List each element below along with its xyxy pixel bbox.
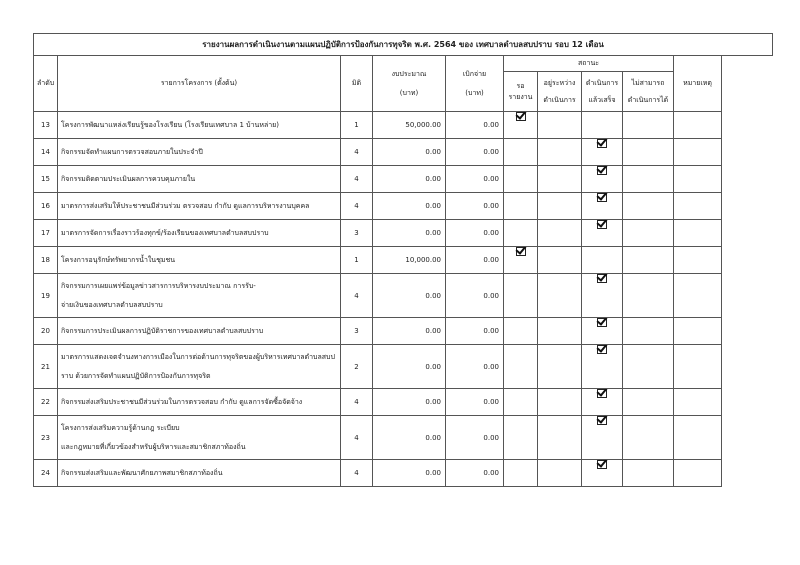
row-project [58,318,341,345]
row-remark [674,416,722,460]
row-status-cell [623,193,674,220]
row-dimension: 2 [341,345,373,389]
row-dimension: 4 [341,193,373,220]
report-sheet [33,33,772,487]
row-project-line: จ่ายเงินของเทศบาลตำบลสบปราบ [61,300,163,309]
checkbox-checked-icon [597,318,607,327]
row-project [58,193,341,220]
row-status-cell [582,193,623,220]
header-status-col-line: ดำเนินการ [543,95,576,104]
row-remark [674,345,722,389]
row-no: 14 [34,139,58,166]
row-budget: 0.00 [373,318,446,345]
row-status-cell [623,247,674,274]
row-project [58,112,341,139]
row-project-line: โครงการอนุรักษ์ทรัพยากรน้ำในชุมชน [61,255,175,264]
header-status: สถานะ [504,56,674,72]
row-status-cell [504,389,538,416]
row-status-cell [538,416,582,460]
row-status-cell [582,345,623,389]
row-spent: 0.00 [446,274,504,318]
row-dimension: 1 [341,247,373,274]
row-spent: 0.00 [446,220,504,247]
row-status-cell [504,274,538,318]
row-project-line: กิจกรรมการประเมินผลการปฏิบัติราชการของเทศบาลตำบลสบปราบ [61,326,264,335]
row-budget: 0.00 [373,389,446,416]
header-status-col-line: อยู่ระหว่าง [543,78,576,87]
row-remark [674,112,722,139]
checkbox-checked-icon [597,345,607,354]
row-dimension: 4 [341,389,373,416]
report-table [33,33,773,487]
row-status-cell [623,416,674,460]
row-no: 23 [34,416,58,460]
row-status-cell [504,416,538,460]
row-status-cell [538,318,582,345]
row-project [58,345,341,389]
row-status-cell [582,389,623,416]
table-row [34,193,773,220]
row-remark [674,139,722,166]
checkbox-checked-icon [516,247,526,256]
checkbox-checked-icon [597,220,607,229]
row-status-cell [504,247,538,274]
row-remark [674,460,722,487]
row-remark [674,318,722,345]
checkbox-checked-icon [597,193,607,202]
row-status-cell [582,318,623,345]
row-project [58,166,341,193]
row-dimension: 4 [341,166,373,193]
row-budget: 0.00 [373,166,446,193]
checkbox-checked-icon [597,460,607,469]
header-status-col-2 [582,72,623,112]
header-spent-label: เบิกจ่าย [462,69,487,78]
header-budget-label: งบประมาณ [391,69,427,78]
row-budget: 0.00 [373,460,446,487]
row-spent: 0.00 [446,247,504,274]
row-status-cell [538,389,582,416]
row-dimension: 4 [341,460,373,487]
row-remark [674,389,722,416]
row-spent: 0.00 [446,318,504,345]
checkbox-checked-icon [597,166,607,175]
row-project-line: กิจกรรมส่งเสริมและพัฒนาศักยภาพสมาชิกสภาท้องถิ่น [61,468,223,477]
header-remark: หมายเหตุ [674,56,722,112]
row-budget: 0.00 [373,193,446,220]
row-status-cell [504,166,538,193]
row-spent: 0.00 [446,139,504,166]
row-no: 18 [34,247,58,274]
row-dimension: 4 [341,416,373,460]
row-project-line: กิจกรรมการเผยแพร่ข้อมูลข่าวสารการบริหารงบประมาณ การรับ- [61,281,256,290]
table-row [34,166,773,193]
header-dimension: มิติ [341,56,373,112]
header-spent [446,56,504,112]
header-no: ลำดับ [34,56,58,112]
report-title: รายงานผลการดำเนินงานตามแผนปฏิบัติการป้องกันการทุจริต พ.ศ. 2564 ของ เทศบาลตำบลสบปราบ รอบ 12 เดือน [34,34,773,56]
row-dimension: 4 [341,139,373,166]
row-no: 13 [34,112,58,139]
row-status-cell [538,220,582,247]
row-no: 22 [34,389,58,416]
row-spent: 0.00 [446,389,504,416]
row-project-line: ราบ ด้วยการจัดทำแผนปฏิบัติการป้องกันการทุจริต [61,371,211,380]
row-dimension: 4 [341,274,373,318]
row-status-cell [582,460,623,487]
row-status-cell [504,460,538,487]
row-status-cell [538,247,582,274]
row-project-line: มาตรการจัดการเรื่องราวร้องทุกข์/ร้องเรียนของเทศบาลตำบลสบปราบ [61,228,269,237]
header-budget [373,56,446,112]
row-status-cell [538,112,582,139]
row-status-cell [623,274,674,318]
row-no: 20 [34,318,58,345]
row-status-cell [623,389,674,416]
row-project-line: โครงการพัฒนาแหล่งเรียนรู้ของโรงเรียน (โรงเรียนเทศบาล 1 บ้านหล่าย) [61,120,279,129]
row-remark [674,166,722,193]
row-no: 15 [34,166,58,193]
row-status-cell [582,247,623,274]
row-status-cell [538,345,582,389]
header-spent-unit: (บาท) [465,88,484,97]
row-budget: 0.00 [373,220,446,247]
checkbox-checked-icon [597,416,607,425]
row-project [58,139,341,166]
row-project-line: มาตรการส่งเสริมให้ประชาชนมีส่วนร่วม ตรวจสอบ กำกับ ดูแลการบริหารงานบุคคล [61,201,310,210]
row-status-cell [582,166,623,193]
row-budget: 10,000.00 [373,247,446,274]
row-status-cell [623,112,674,139]
row-status-cell [623,345,674,389]
header-status-col-line: รอรายงาน [508,81,533,101]
row-spent: 0.00 [446,345,504,389]
row-status-cell [538,139,582,166]
header-status-col-line: ไม่สามารถ [631,78,665,87]
row-remark [674,193,722,220]
row-dimension: 3 [341,318,373,345]
checkbox-checked-icon [597,139,607,148]
header-status-col-line: ดำเนินการได้ [627,95,669,104]
row-status-cell [582,416,623,460]
row-status-cell [504,193,538,220]
row-status-cell [504,345,538,389]
row-status-cell [504,112,538,139]
checkbox-checked-icon [597,389,607,398]
table-row [34,247,773,274]
row-project-line: โครงการส่งเสริมความรู้ด้านกฎ ระเบียบ [61,423,180,432]
row-no: 21 [34,345,58,389]
row-project-line: กิจกรรมติดตามประเมินผลการควบคุมภายใน [61,174,196,183]
row-status-cell [504,318,538,345]
row-remark [674,247,722,274]
row-status-cell [504,220,538,247]
row-no: 19 [34,274,58,318]
row-spent: 0.00 [446,112,504,139]
row-project [58,220,341,247]
row-status-cell [538,274,582,318]
row-budget: 0.00 [373,345,446,389]
row-no: 16 [34,193,58,220]
row-spent: 0.00 [446,166,504,193]
row-status-cell [623,139,674,166]
row-project-line: มาตรการแสดงเจตจำนงทางการเมืองในการต่อต้านการทุจริตของผู้บริหารเทศบาลตำบลสบป [61,352,335,361]
row-dimension: 3 [341,220,373,247]
row-status-cell [623,318,674,345]
row-budget: 0.00 [373,416,446,460]
row-budget: 50,000.00 [373,112,446,139]
table-row [34,460,773,487]
table-row [34,416,773,460]
row-status-cell [538,193,582,220]
header-status-col-3 [623,72,674,112]
row-status-cell [538,166,582,193]
table-row [34,389,773,416]
header-status-col-1 [538,72,582,112]
row-project-line: กิจกรรมส่งเสริมประชาชนมีส่วนร่วมในการตรวจสอบ กำกับ ดูแลการจัดซื้อจัดจ้าง [61,397,303,406]
header-status-col-0 [504,72,538,112]
row-project [58,389,341,416]
row-spent: 0.00 [446,460,504,487]
row-spent: 0.00 [446,416,504,460]
checkbox-checked-icon [516,112,526,121]
checkbox-checked-icon [597,274,607,283]
row-spent: 0.00 [446,193,504,220]
row-status-cell [538,460,582,487]
row-project [58,274,341,318]
row-status-cell [623,166,674,193]
row-status-cell [582,220,623,247]
row-project [58,416,341,460]
row-budget: 0.00 [373,274,446,318]
table-row [34,318,773,345]
row-dimension: 1 [341,112,373,139]
row-status-cell [582,139,623,166]
row-project [58,247,341,274]
row-project-line: กิจกรรมจัดทำแผนการตรวจสอบภายในประจำปี [61,147,203,156]
row-no: 24 [34,460,58,487]
row-status-cell [623,220,674,247]
header-status-col-line: ดำเนินการ [585,78,619,87]
row-project-line: และกฎหมายที่เกี่ยวข้องสำหรับผู้บริหารและสมาชิกสภาท้องถิ่น [61,442,246,451]
row-remark [674,220,722,247]
header-budget-unit: (บาท) [399,88,419,97]
table-row [34,220,773,247]
row-status-cell [504,139,538,166]
header-project: รายการโครงการ (ตั้งต้น) [58,56,341,112]
table-row [34,345,773,389]
row-status-cell [582,112,623,139]
row-project [58,460,341,487]
row-budget: 0.00 [373,139,446,166]
table-row [34,274,773,318]
header-status-col-line: แล้วเสร็จ [588,95,616,104]
row-remark [674,274,722,318]
table-row [34,112,773,139]
row-status-cell [623,460,674,487]
table-row [34,139,773,166]
row-no: 17 [34,220,58,247]
row-status-cell [582,274,623,318]
